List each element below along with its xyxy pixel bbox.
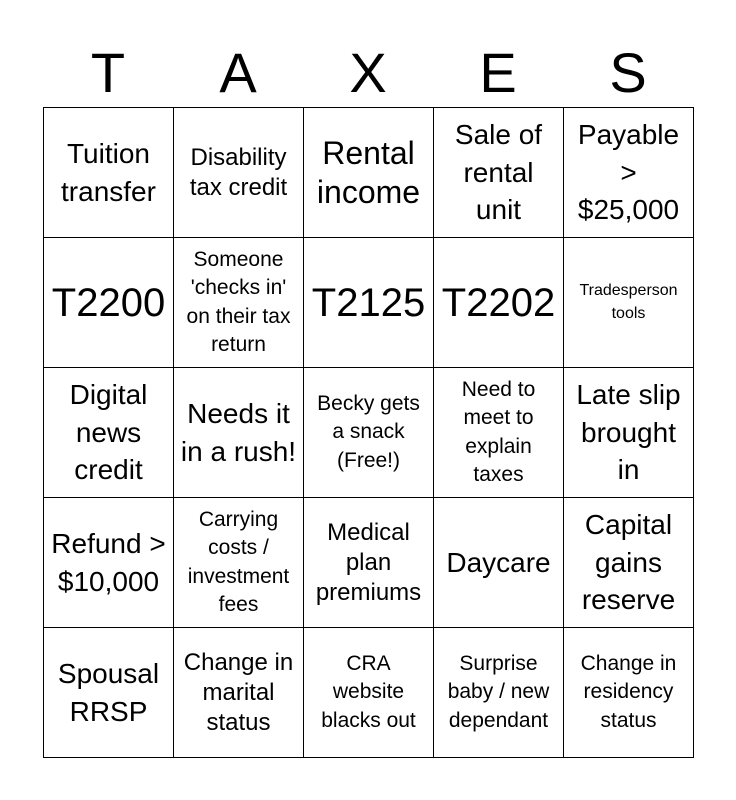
bingo-cell: Sale of rental unit xyxy=(434,108,564,238)
bingo-cell: Tradesperson tools xyxy=(564,238,694,368)
bingo-cell: Disability tax credit xyxy=(174,108,304,238)
header-letter-x: X xyxy=(349,41,387,104)
bingo-cell: Payable > $25,000 xyxy=(564,108,694,238)
header-letter-e: E xyxy=(479,41,517,104)
bingo-cell: Tuition transfer xyxy=(44,108,174,238)
header-letter-s: S xyxy=(609,41,647,104)
bingo-cell: CRA website blacks out xyxy=(304,628,434,758)
bingo-cell: T2200 xyxy=(44,238,174,368)
bingo-cell: Medical plan premiums xyxy=(304,498,434,628)
bingo-grid xyxy=(43,107,694,758)
bingo-cell: Needs it in a rush! xyxy=(174,368,304,498)
bingo-cell: Spousal RRSP xyxy=(44,628,174,758)
header-letter-t: T xyxy=(90,41,126,104)
bingo-cell: Change in marital status xyxy=(174,628,304,758)
bingo-cell: Rental income xyxy=(304,108,434,238)
bingo-cell: Late slip brought in xyxy=(564,368,694,498)
bingo-cell: Daycare xyxy=(434,498,564,628)
bingo-cell: Refund > $10,000 xyxy=(44,498,174,628)
header-letter-a: A xyxy=(219,41,257,104)
bingo-cell: Digital news credit xyxy=(44,368,174,498)
bingo-cell: Change in residency status xyxy=(564,628,694,758)
bingo-cell: Need to meet to explain taxes xyxy=(434,368,564,498)
bingo-cell: Capital gains reserve xyxy=(564,498,694,628)
bingo-cell: Becky gets a snack (Free!) xyxy=(304,368,434,498)
bingo-cell: T2202 xyxy=(434,238,564,368)
bingo-cell: Someone 'checks in' on their tax return xyxy=(174,238,304,368)
bingo-cell: Carrying costs / investment fees xyxy=(174,498,304,628)
bingo-header xyxy=(43,40,693,106)
bingo-cell: T2125 xyxy=(304,238,434,368)
bingo-cell: Surprise baby / new dependant xyxy=(434,628,564,758)
